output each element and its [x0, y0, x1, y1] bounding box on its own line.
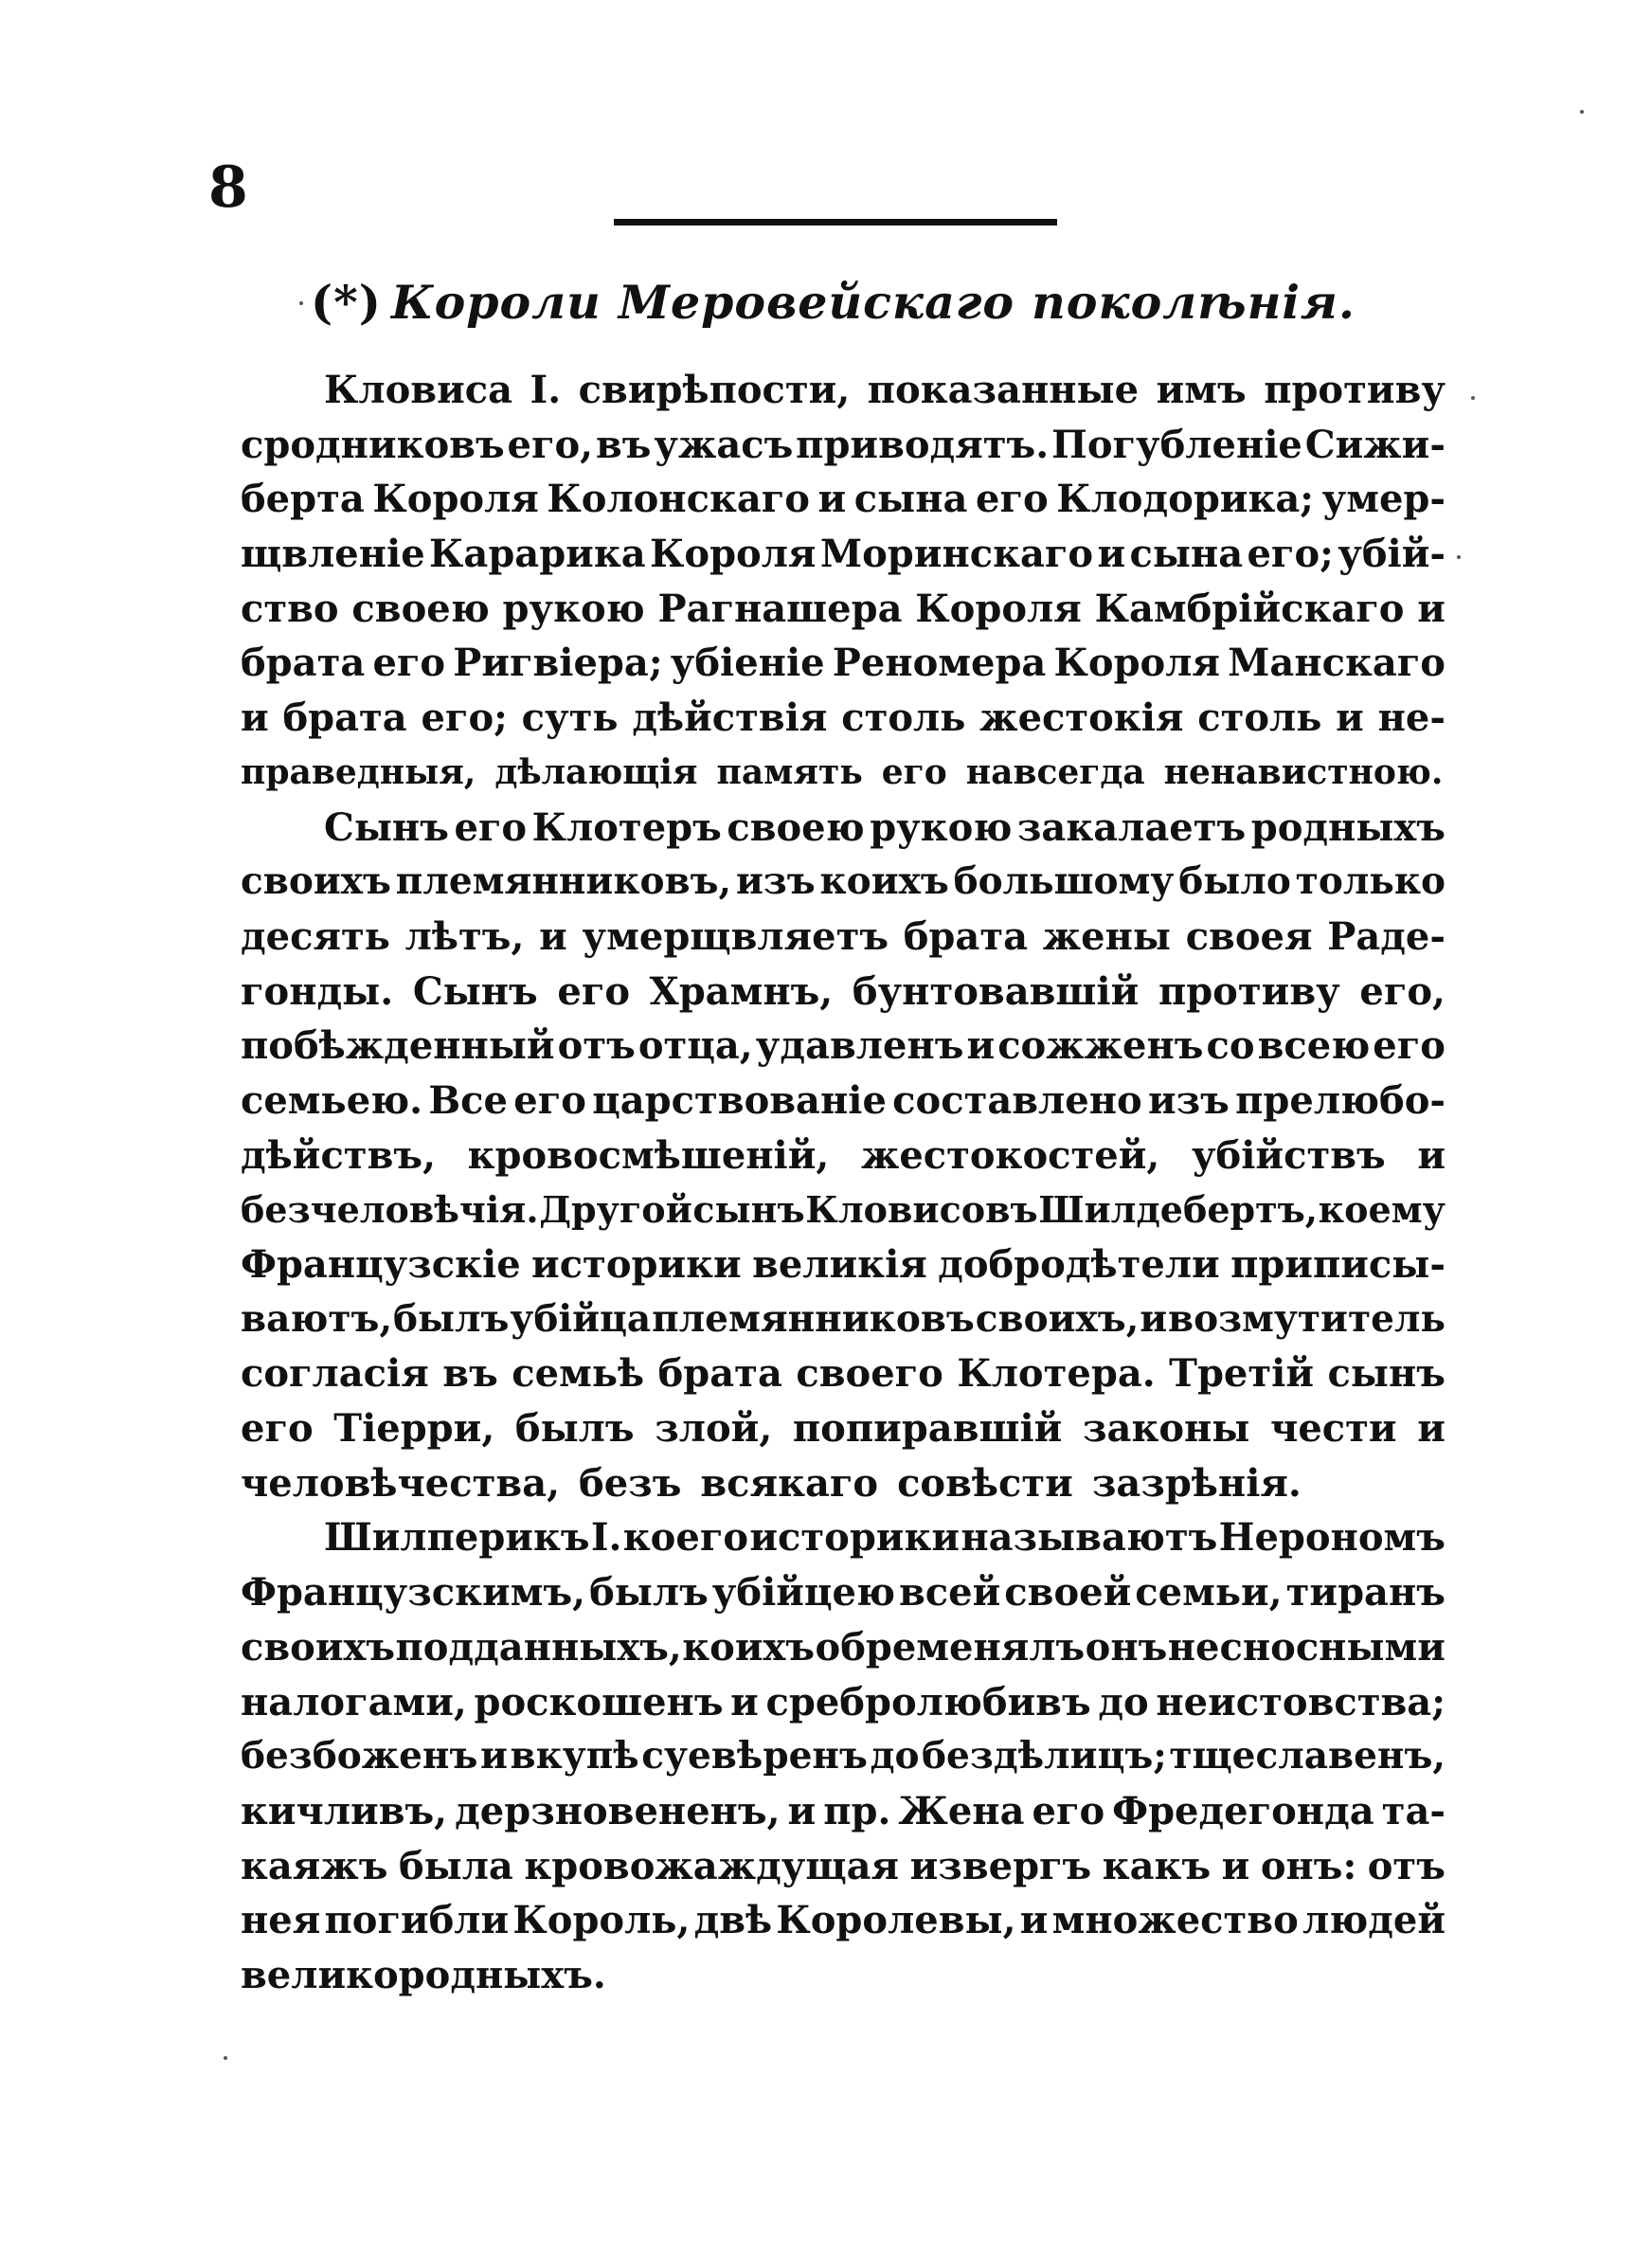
word: брата	[903, 913, 1029, 959]
word: брата	[282, 695, 407, 741]
word: I.	[530, 368, 562, 412]
paragraph-line	[241, 1074, 1446, 1128]
word: своею	[351, 586, 490, 631]
word: бунтовавшій	[852, 968, 1140, 1014]
word: попиравшій	[792, 1406, 1063, 1452]
word: и	[787, 1788, 817, 1833]
word: и	[1097, 532, 1126, 577]
word: зазрѣнія.	[1091, 1460, 1302, 1506]
word: его	[372, 641, 446, 686]
word: родныхъ	[1250, 804, 1446, 850]
word: своихъ,	[975, 1296, 1140, 1341]
word: рукою	[870, 804, 1013, 850]
word: обременялъ	[815, 1624, 1086, 1670]
word: Рагнашера	[657, 586, 903, 631]
word: его	[881, 751, 947, 792]
word: своего	[796, 1351, 943, 1397]
word: роскошенъ	[474, 1679, 724, 1724]
paragraph-line	[241, 418, 1446, 473]
word: и	[1336, 695, 1364, 741]
word: множество	[1051, 1898, 1299, 1943]
word: въ	[595, 422, 652, 467]
word: семьею.	[241, 1077, 423, 1123]
ink-speck	[299, 301, 303, 305]
word: убійца	[510, 1296, 652, 1341]
word: убіеніе	[670, 641, 825, 686]
word: чести	[1270, 1406, 1397, 1452]
word: берта	[241, 477, 365, 522]
word: безчеловѣчія.	[241, 1188, 539, 1232]
word: Манскаго	[1228, 641, 1446, 686]
paragraph-line	[241, 363, 1446, 418]
word: Фредегонда	[1112, 1788, 1374, 1833]
word: со	[1206, 1023, 1255, 1069]
word: побѣжденный	[241, 1023, 555, 1069]
word: жестокія	[979, 695, 1184, 741]
word: жестокостей,	[860, 1132, 1160, 1178]
word: ство	[241, 586, 339, 631]
paragraph-line	[241, 1183, 1446, 1237]
word: имъ	[1156, 368, 1247, 412]
word: и	[1417, 1406, 1446, 1452]
word: Третій	[1169, 1351, 1315, 1397]
word: Королевы,	[776, 1898, 1016, 1943]
word: Сижи-	[1304, 422, 1446, 467]
paragraph-line	[241, 1019, 1446, 1074]
word: рукою	[502, 586, 645, 631]
word: и	[1417, 586, 1446, 631]
paragraph-line	[241, 1292, 1446, 1347]
word: сродниковъ	[241, 422, 505, 467]
word: Камбрійскаго	[1094, 586, 1405, 631]
word: коихъ	[682, 1624, 816, 1670]
word: ужасъ	[654, 422, 794, 467]
word: удавленъ	[755, 1023, 964, 1069]
word: его	[241, 1406, 314, 1452]
heading-text: Короли Меровейскаго поколѣнія.	[391, 275, 1356, 330]
word: и	[966, 1023, 996, 1069]
word: и	[539, 913, 567, 959]
word: Карарика	[429, 532, 646, 577]
word: налогами,	[241, 1679, 467, 1724]
word: суть	[521, 695, 619, 741]
word: кровожаждущая	[524, 1843, 900, 1888]
word: его,	[507, 422, 594, 467]
word: и	[817, 477, 847, 522]
word: Король,	[512, 1898, 691, 1943]
word: жены	[1042, 913, 1171, 959]
word: гонды.	[241, 968, 394, 1014]
word: Кловиса	[324, 368, 513, 412]
paragraph-line	[241, 1893, 1446, 1948]
word: въ	[442, 1351, 498, 1397]
word: какъ	[1102, 1843, 1212, 1888]
word: былъ	[589, 1570, 709, 1616]
paragraph-line	[241, 1128, 1446, 1183]
word: сына	[1129, 532, 1244, 577]
word: показанные	[867, 368, 1140, 412]
paragraph-line	[241, 801, 1446, 856]
word: была	[398, 1843, 513, 1888]
word: отъ	[557, 1023, 636, 1069]
word: племянниковъ	[652, 1296, 975, 1341]
ink-speck	[1457, 555, 1461, 559]
word: убій-	[1338, 532, 1446, 577]
word: десять	[241, 913, 390, 959]
word: его;	[1247, 532, 1334, 577]
word: своихъ	[241, 859, 391, 904]
word: называютъ	[961, 1515, 1218, 1561]
word: людей	[1302, 1898, 1446, 1943]
word: онъ	[1085, 1624, 1168, 1670]
word: составлено	[892, 1077, 1142, 1123]
word: отца,	[637, 1023, 753, 1069]
word: приводятъ.	[796, 422, 1050, 467]
word: ненавистною.	[1163, 751, 1444, 792]
word: царствованіе	[592, 1077, 887, 1123]
word: возмутитель	[1168, 1296, 1446, 1341]
word: Все	[428, 1077, 508, 1123]
paragraph-line	[241, 746, 1446, 801]
word: онъ:	[1260, 1843, 1357, 1888]
word: Клотеръ	[531, 804, 722, 850]
word: праведныя,	[241, 751, 476, 792]
word: вкупѣ	[510, 1734, 639, 1779]
word: Храмнъ,	[649, 968, 834, 1014]
word: до	[1098, 1679, 1149, 1724]
word: отъ	[1367, 1843, 1446, 1888]
word: суевѣренъ	[641, 1734, 868, 1779]
word: бездѣлицъ;	[922, 1734, 1167, 1779]
word: пр.	[823, 1788, 891, 1833]
word: и	[730, 1679, 759, 1724]
paragraph-line	[241, 1346, 1446, 1401]
paragraph-line	[241, 1510, 1446, 1565]
word: его;	[421, 695, 508, 741]
word: и	[1221, 1843, 1250, 1888]
word: его	[557, 968, 631, 1014]
word: Сынъ	[324, 804, 449, 850]
word: тиранъ	[1285, 1570, 1446, 1616]
word: Нерономъ	[1218, 1515, 1446, 1561]
word: до	[870, 1734, 920, 1779]
word: сребролюбивъ	[765, 1679, 1091, 1724]
word: его	[1373, 1023, 1446, 1069]
ink-speck	[1471, 396, 1475, 400]
word: великія	[752, 1242, 927, 1287]
word: Короля	[1053, 641, 1220, 686]
word: Реномера	[832, 641, 1047, 686]
paragraph-line	[241, 855, 1446, 910]
word: сынъ	[1327, 1351, 1446, 1397]
word: согласія	[241, 1351, 429, 1397]
word: коему	[1318, 1188, 1446, 1232]
word: своея	[1185, 913, 1313, 959]
word: своихъ	[241, 1624, 396, 1670]
word: приписы-	[1230, 1242, 1446, 1287]
word: было	[1178, 859, 1291, 904]
header-rule	[614, 219, 1057, 226]
word: историки	[531, 1242, 742, 1287]
word: историки	[749, 1515, 961, 1561]
word: умер-	[1321, 477, 1446, 522]
word: племянниковъ,	[395, 859, 732, 904]
word: и	[1417, 1132, 1446, 1178]
word: Кловисовъ	[805, 1188, 1038, 1232]
word: каяжъ	[241, 1843, 388, 1888]
word: щвленіе	[241, 532, 425, 577]
word: убійствъ	[1191, 1132, 1386, 1178]
word: двѣ	[693, 1898, 773, 1943]
word: злой,	[655, 1406, 773, 1452]
word: его	[513, 1077, 586, 1123]
footnote-marker: (*)	[311, 275, 382, 330]
word: совѣсти	[897, 1460, 1073, 1506]
word: убійцею	[711, 1570, 895, 1616]
word: умерщвляетъ	[582, 913, 889, 959]
word: Сынъ	[412, 968, 538, 1014]
word: человѣчества,	[241, 1460, 561, 1506]
word: Французскіе	[241, 1242, 521, 1287]
word: Клодорика;	[1056, 477, 1315, 522]
word: погибли	[324, 1898, 510, 1943]
paragraph-line	[241, 1948, 1446, 2003]
word: его,	[1359, 968, 1446, 1014]
word: Клотера.	[957, 1351, 1156, 1397]
word: семьи,	[1135, 1570, 1283, 1616]
word: добродѣтели	[938, 1242, 1220, 1287]
word: дѣйствія	[632, 695, 828, 741]
word: брата	[657, 1351, 782, 1397]
word: навсегда	[965, 751, 1145, 792]
footnote-heading	[311, 275, 1391, 330]
word: былъ	[392, 1296, 510, 1341]
word: и	[1019, 1898, 1049, 1943]
word: столь	[841, 695, 966, 741]
word: закалаетъ	[1016, 804, 1247, 850]
word: и	[1140, 1296, 1168, 1341]
paragraph-line	[241, 1784, 1446, 1839]
word: противу	[1264, 368, 1446, 412]
word: всей	[899, 1570, 1001, 1616]
word: сожженъ	[997, 1023, 1204, 1069]
word: великородныхъ.	[241, 1952, 606, 1997]
word: Жена	[898, 1788, 1025, 1833]
word: память	[716, 751, 863, 792]
word: Короля	[372, 477, 539, 522]
ink-speck	[1580, 110, 1584, 114]
word: законы	[1083, 1406, 1250, 1452]
word: дѣйствъ,	[241, 1132, 436, 1178]
word: ваютъ,	[241, 1296, 393, 1341]
word: дѣлающія	[494, 751, 698, 792]
word: Другой	[539, 1188, 692, 1232]
paragraph-line	[241, 965, 1446, 1020]
word: Колонскаго	[547, 477, 810, 522]
paragraph-line	[241, 691, 1446, 746]
word: кичливъ,	[241, 1788, 448, 1833]
word: изъ	[1147, 1077, 1230, 1123]
word: Шилперикъ	[324, 1515, 590, 1561]
paragraph-line	[241, 1729, 1446, 1784]
word: его	[454, 804, 528, 850]
paragraph-line	[241, 636, 1446, 691]
word: Короля	[650, 532, 817, 577]
word: только	[1295, 859, 1446, 904]
word: Погубленіе	[1051, 422, 1302, 467]
word: своей	[1004, 1570, 1132, 1616]
word: неистовства;	[1156, 1679, 1446, 1724]
paragraph-line	[241, 472, 1446, 527]
word: та-	[1381, 1788, 1446, 1833]
paragraph-line	[241, 1675, 1446, 1730]
ink-speck	[224, 2056, 227, 2060]
word: подданныхъ,	[395, 1624, 682, 1670]
word: и	[479, 1734, 508, 1779]
paragraph-line	[241, 582, 1446, 637]
word: Раде-	[1327, 913, 1446, 959]
paragraph-line	[241, 1565, 1446, 1620]
word: брата	[241, 641, 366, 686]
word: дерзновененъ,	[455, 1788, 781, 1833]
word: изъ	[735, 859, 816, 904]
word: всякаго	[700, 1460, 879, 1506]
word: большому	[953, 859, 1175, 904]
word: не-	[1377, 695, 1446, 741]
paragraph-line	[241, 1237, 1446, 1292]
word: Моринскаго	[819, 532, 1094, 577]
word: его	[976, 477, 1049, 522]
word: семьѣ	[512, 1351, 645, 1397]
paragraph-line	[241, 1456, 1446, 1511]
word: всею	[1257, 1023, 1371, 1069]
word: противу	[1158, 968, 1340, 1014]
page-number: 8	[208, 154, 248, 221]
word: столь	[1197, 695, 1322, 741]
word: кровосмѣшеній,	[467, 1132, 830, 1178]
word: извергъ	[909, 1843, 1092, 1888]
word: безъ	[579, 1460, 682, 1506]
word: сына	[853, 477, 968, 522]
word: безбоженъ	[241, 1734, 478, 1779]
word: Тіерри,	[333, 1406, 495, 1452]
word: коего	[622, 1515, 749, 1561]
word: лѣтъ,	[404, 913, 525, 959]
word: сынъ	[692, 1188, 805, 1232]
word: свирѣпости,	[578, 368, 851, 412]
word: былъ	[514, 1406, 635, 1452]
paragraph-line	[241, 1839, 1446, 1894]
paragraph-line	[241, 1401, 1446, 1456]
word: нея	[241, 1898, 321, 1943]
word: своею	[727, 804, 865, 850]
word: Короля	[915, 586, 1082, 631]
word: I.	[590, 1515, 622, 1561]
word: Шилдебертъ,	[1038, 1188, 1318, 1232]
body-text	[241, 363, 1446, 2003]
word: его	[1032, 1788, 1105, 1833]
word: и	[241, 695, 269, 741]
paragraph-line	[241, 1620, 1446, 1675]
word: прелюбо-	[1235, 1077, 1446, 1123]
paragraph-line	[241, 910, 1446, 965]
word: Французскимъ,	[241, 1570, 586, 1616]
word: Ригвіера;	[453, 641, 663, 686]
paragraph-line	[241, 527, 1446, 582]
word: коихъ	[819, 859, 949, 904]
word: несносными	[1167, 1624, 1446, 1670]
word: тщеславенъ,	[1169, 1734, 1446, 1779]
